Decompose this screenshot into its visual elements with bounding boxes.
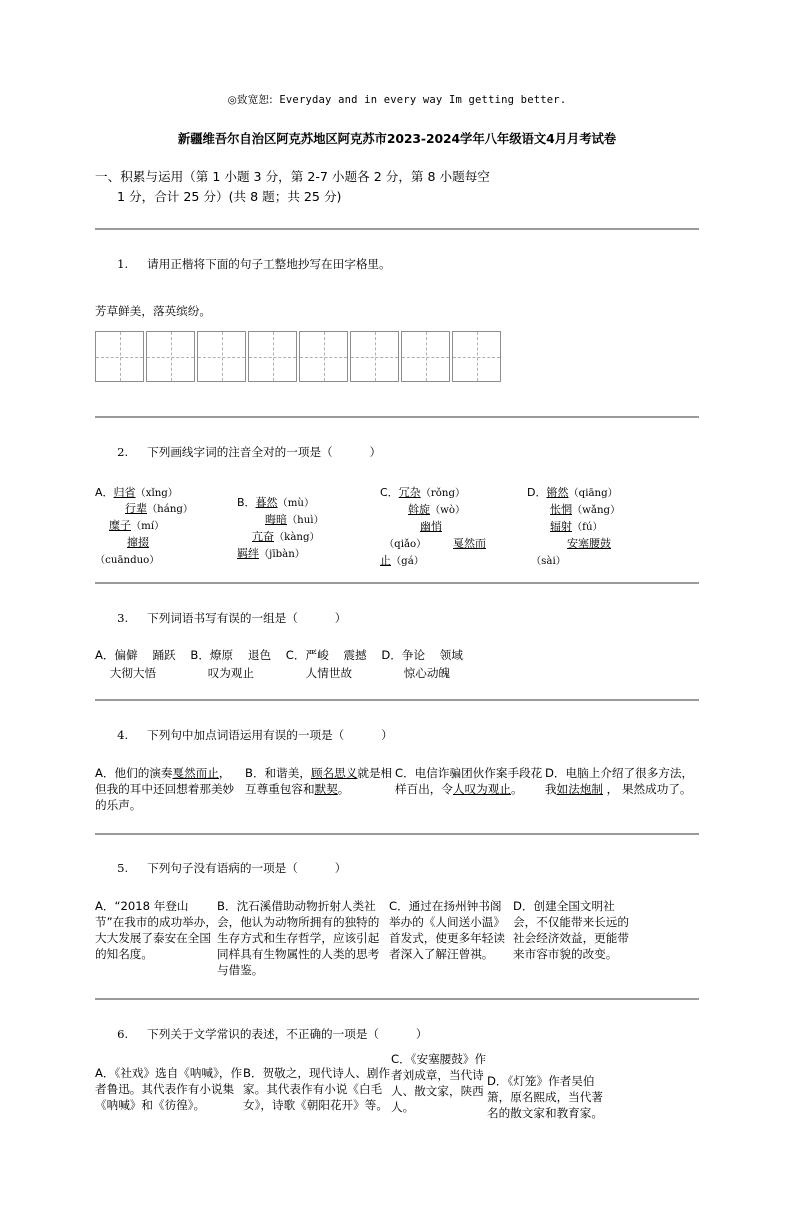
question-2-number: 2. [117,445,129,460]
question-5-option-b-label: B． [217,898,237,913]
question-6-number: 6. [117,1026,129,1041]
question-6-option-a[interactable] [95,1065,243,1113]
option-b-pinyin-1: （mù） [277,497,315,509]
section-heading-line1: 一、积累与运用（第 1 小题 3 分，第 2-7 小题各 2 分，第 8 小题每空 [95,169,490,184]
option-d-row-5 [531,552,566,567]
question-6-text: 下列关于文学常识的表述，不正确的一项是（ ） [147,1026,428,1041]
question-4-option-d-label: D． [545,765,566,780]
question-4-text: 下列句中加点词语运用有误的一项是（ ） [147,727,393,742]
option-c-row-3 [420,518,442,534]
option-b-pinyin-2: （huì） [287,514,324,526]
page-motto [95,92,699,107]
question-6-option-c-label: C． [391,1052,411,1067]
question-2-text: 下列画线字词的注音全对的一项是（ ） [147,445,382,460]
question-4-option-a-text: 他们的演奏戛然而止， 但我的耳中还回想着那美妙的乐声。 [95,765,235,812]
question-6-option-b-text: 贺敬之，现代诗人、剧作家。其代表作有小说《白毛女》，诗歌《朝阳花开》等。 [243,1066,391,1113]
option-a-pinyin-1: （xǐng） [135,487,178,499]
question-6 [95,1009,699,1121]
divider-before-q2 [95,416,699,418]
option-b-word-1: 暮然 [255,495,278,509]
option-c-word-1: 冗杂 [398,485,421,499]
divider-before-q1 [95,228,699,230]
option-d-word-1: 锵然 [546,485,569,499]
question-4 [95,710,699,812]
option-d-label-row[interactable] [527,484,618,500]
question-6-option-c-text: 《安塞腰鼓》作者刘成章，当代诗人、散文家，陕西人。 [391,1052,487,1115]
question-3-options-row-1[interactable]: A．偏僻 踊跃 B．燎原 退色 C．严峻 震撼 D．争论 领域 [95,648,463,663]
question-5 [95,844,699,978]
question-1-text: 请用正楷将下面的句子工整地抄写在田字格里。 [147,256,391,271]
option-c-word-3: 幽悄 [420,519,442,533]
option-c-word-4b: 止 [380,553,391,567]
tianzi-cell[interactable] [350,331,399,382]
question-5-option-d-text: 创建全国文明社会，不仅能带来长远的社会经济效益，更能带来市容市貌的改变。 [513,898,629,961]
question-6-option-d[interactable] [487,1073,605,1121]
tianzi-cell[interactable] [401,331,450,382]
option-d-word-3: 辐射 [550,519,572,533]
option-c-row-5 [453,535,486,551]
question-5-option-c[interactable] [389,898,513,962]
question-6-option-c[interactable] [391,1051,487,1115]
question-2-options [95,482,699,578]
section-heading [95,167,699,206]
option-c-pinyin-2: （wò） [430,504,466,516]
question-6-option-b[interactable] [243,1065,391,1113]
tianzi-cell[interactable] [197,331,246,382]
question-4-option-b-text: 和谐美，顾名思义就是相互尊重包容和默契。 [245,765,393,796]
section-heading-line2: 1 分，合计 25 分）(共 8 题；共 25 分) [117,188,342,204]
option-b-row-2 [265,511,324,527]
question-5-text: 下列句子没有语病的一项是（ ） [147,861,347,876]
tianzi-grid[interactable] [95,331,699,382]
question-4-option-d[interactable] [545,765,695,797]
question-6-options [95,1052,699,1121]
question-4-option-a[interactable] [95,765,245,813]
option-c-row-2 [408,501,465,517]
question-1-sentence: 芳草鲜美，落英缤纷。 [95,304,211,319]
option-a-word-2: 行辈 [125,501,147,515]
option-c-pinyin-1: （rǒng） [420,487,466,499]
option-b-word-2: 晦暗 [265,512,287,526]
motto-chinese: ◎致宽恕: [227,94,273,106]
question-4-option-d-text: 电脑上介绍了很多方法，我如法炮制 ， 果然成功了。 [545,765,694,796]
question-6-option-a-label: A． [95,1066,115,1081]
question-4-option-b[interactable] [245,765,395,797]
question-5-options [95,898,699,978]
question-5-stem [95,844,699,894]
option-a-pinyin-4: （cuānduo） [95,554,160,566]
question-4-options [95,765,699,813]
option-c-label-row[interactable] [380,484,465,500]
question-5-number: 5. [117,861,129,876]
divider-before-q5 [95,833,699,835]
option-a-label: A． [95,485,114,499]
option-d-row-3 [550,518,603,534]
question-1-number: 1. [117,256,129,271]
option-a-pinyin-3: （mí） [131,520,165,532]
question-4-stem [95,710,699,760]
option-d-word-4: 安塞腰鼓 [567,536,611,550]
question-3-options-row-2: 大彻大悟 叹为观止 人情世故 惊心动魄 [95,666,451,681]
tianzi-cell[interactable] [452,331,501,382]
question-1-stem [95,239,699,289]
question-5-option-c-text: 通过在扬州钟书阁举办的《人间送小温》首发式，使更多年轻读者深入了解汪曾祺。 [389,898,505,961]
option-c-word-4a: 戛然而 [453,536,486,550]
option-b-row-3 [252,528,320,544]
option-b-label: B． [237,495,256,509]
question-3 [95,593,699,683]
option-a-word-4: 撺掇 [127,535,149,549]
tianzi-cell[interactable] [299,331,348,382]
question-4-number: 4. [117,727,129,742]
option-b-word-4: 羁绊 [237,546,259,560]
question-3-number: 3. [117,610,129,625]
option-c-word-2: 斡旋 [408,502,430,516]
option-d-pinyin-2: （wǎng） [572,504,621,516]
tianzi-cell[interactable] [248,331,297,382]
question-5-option-a[interactable] [95,898,217,962]
question-5-option-b-text: 沈石溪借助动物折射人类社会，他认为动物所拥有的独特的生存方式和生存哲学，应该引起同样具有生物属性的人类的思考与借鉴。 [217,898,380,977]
option-a-row-2 [125,500,193,516]
question-4-option-c-text: 电信诈骗团伙作案手段花样百出，令人叹为观止。 [395,765,543,796]
option-b-pinyin-3: （kàng） [274,531,320,543]
option-a-word-1: 归省 [113,485,136,499]
option-c-pinyin-4: （gá） [391,555,424,567]
divider-before-q3 [95,582,699,584]
option-b-pinyin-4: （jībàn） [259,548,305,560]
option-c-label: C． [380,485,399,499]
option-d-row-2 [550,501,620,517]
option-a-row-3 [109,517,164,533]
question-5-option-d-label: D． [513,898,534,913]
question-5-option-d[interactable] [513,898,635,962]
option-a-label-row[interactable] [95,484,178,500]
question-3-stem [95,593,699,643]
tianzi-cell[interactable] [95,331,144,382]
question-3-text: 下列词语书写有误的一组是（ ） [147,610,347,625]
exam-page [0,92,794,1215]
question-2-stem [95,427,699,477]
option-d-label: D． [527,485,547,499]
option-b-word-3: 亢奋 [252,529,274,543]
option-d-pinyin-4: （sài） [531,555,566,567]
question-5-option-a-text: “2018 年登山节”在我市的成功举办，大大发展了泰安在全国的知名度。 [95,898,217,961]
option-b-row-4 [237,545,305,561]
option-c-pinyin-3: （qiǎo） [384,538,427,550]
motto-english: Everyday and in every way Im getting better. [279,94,567,106]
question-2 [95,427,699,577]
option-d-row-4 [567,535,611,551]
tianzi-cell[interactable] [146,331,195,382]
question-5-option-c-label: C． [389,898,409,913]
option-a-row-5 [95,551,160,566]
option-c-row-6 [380,552,424,568]
option-b-label-row[interactable] [237,494,314,510]
question-6-option-a-text: 《社戏》选自《呐喊》，作者鲁迅。其代表作有小说集《呐喊》和《彷徨》。 [95,1066,243,1113]
option-a-pinyin-2: （háng） [147,503,194,515]
divider-before-q4 [95,699,699,701]
option-a-word-3: 糜子 [109,518,131,532]
question-4-option-c[interactable] [395,765,545,797]
question-4-option-a-label: A． [95,765,115,780]
question-6-option-d-text: 《灯笼》作者吴伯箫，原名熙成，当代著名的散文家和教育家。 [487,1074,603,1121]
question-5-option-b[interactable] [217,898,389,978]
question-4-option-c-label: C． [395,765,415,780]
question-4-option-b-label: B． [245,765,265,780]
option-a-row-4 [127,534,149,550]
option-c-row-4 [384,535,426,550]
question-6-option-d-label: D． [487,1074,508,1089]
option-d-word-2: 怅惘 [550,502,572,516]
option-d-pinyin-3: （fú） [572,521,603,533]
question-6-option-b-label: B． [243,1066,263,1081]
option-d-pinyin-1: （qiāng） [568,487,618,499]
exam-title: 新疆维吾尔自治区阿克苏地区阿克苏市2023-2024学年八年级语文4月月考试卷 [177,131,617,146]
divider-before-q6 [95,998,699,1000]
question-5-option-a-label: A． [95,898,115,913]
question-1 [95,239,699,382]
